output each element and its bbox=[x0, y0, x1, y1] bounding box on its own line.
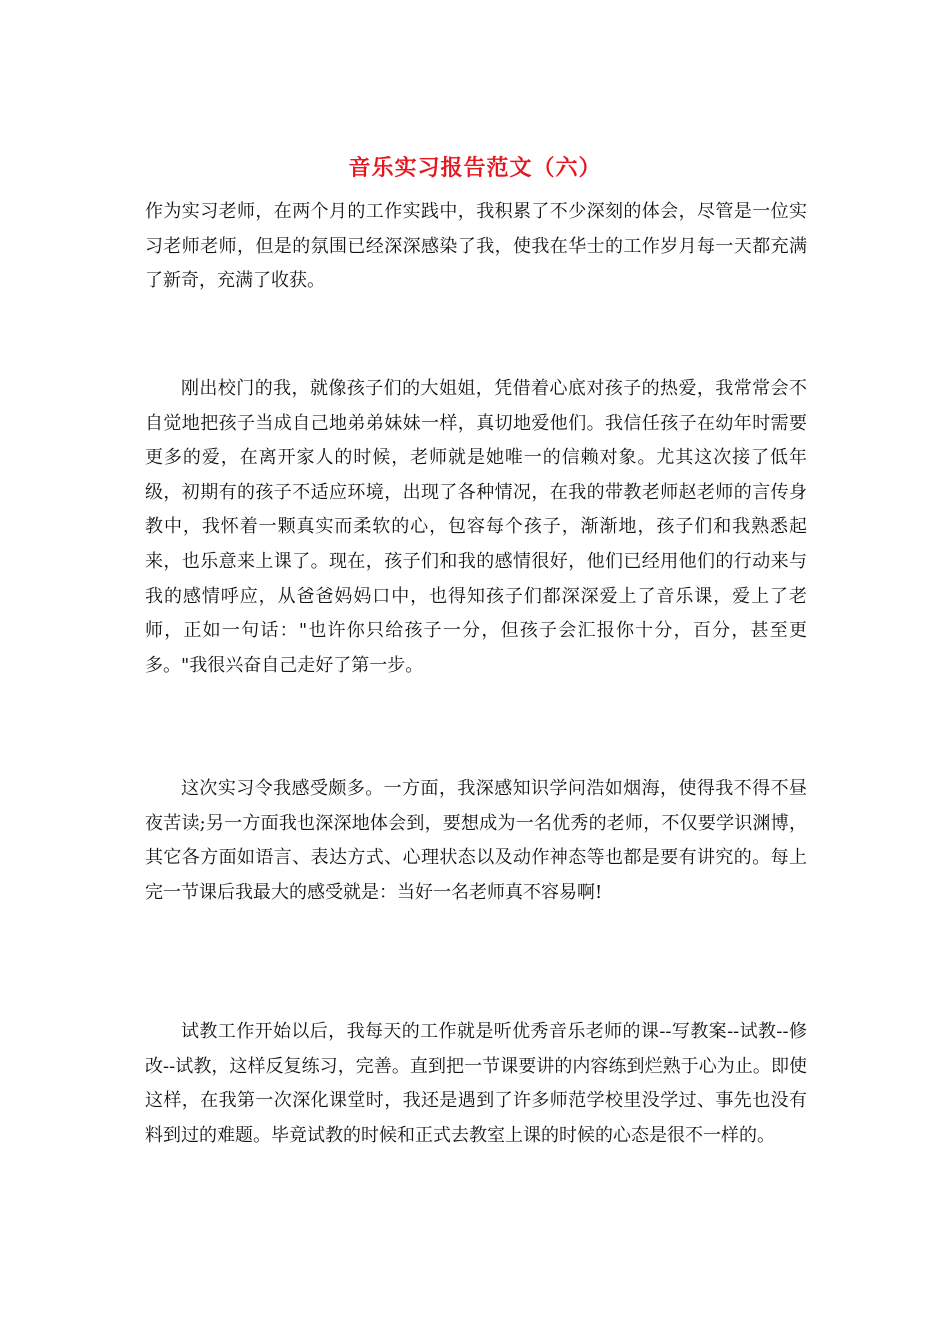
paragraph-intro: 作为实习老师，在两个月的工作实践中，我积累了不少深刻的体会，尽管是一位实习老师老师，但是的氛围已经深深感染了我，使我在华士的工作岁月每一天都充满了新奇，充满了收获。 bbox=[145, 201, 807, 292]
document-title: 音乐实习报告范文（六） bbox=[348, 155, 602, 181]
paragraph-feelings: 这次实习令我感受颇多。一方面，我深感知识学问浩如烟海，使得我不得不昼夜苦读;另一方面我也深深地体会到，要想成为一名优秀的老师，不仅要学识渊博，其它各方面如语言、表达方式、心理状态以及动作神态等也都是要有讲究的。每上完一节课后我最大的感受就是：当好一名老师真不容易啊! bbox=[145, 778, 807, 903]
paragraph-children: 刚出校门的我，就像孩子们的大姐姐，凭借着心底对孩子的热爱，我常常会不自觉地把孩子当成自己地弟弟妹妹一样，真切地爱他们。我信任孩子在幼年时需要更多的爱，在离开家人的时候，老师就是她唯一的信赖对象。尤其这次接了低年级，初期有的孩子不适应环境，出现了各种情况，在我的带教老师赵老师的言传身教中，我怀着一颗真实而柔软的心，包容每个孩子，渐渐地，孩子们和我熟悉起来，也乐意来上课了。现在，孩子们和我的感情很好，他们已经用他们的行动来与我的感情呼应，从爸爸妈妈口中，也得知孩子们都深深爱上了音乐课，爱上了老师，正如一句话："也许你只给孩子一分，但孩子会汇报你十分，百分，甚至更多。"我很兴奋自己走好了第一步。 bbox=[145, 378, 807, 676]
paragraph-trial-teaching: 试教工作开始以后，我每天的工作就是听优秀音乐老师的课--写教案--试教--修改--试教，这样反复练习，完善。直到把一节课要讲的内容练到烂熟于心为止。即使这样，在我第一次深化课堂时，我还是遇到了许多师范学校里没学过、事先也没有料到过的难题。毕竟试教的时候和正式去教室上课的时候的心态是很不一样的。 bbox=[145, 1021, 807, 1146]
